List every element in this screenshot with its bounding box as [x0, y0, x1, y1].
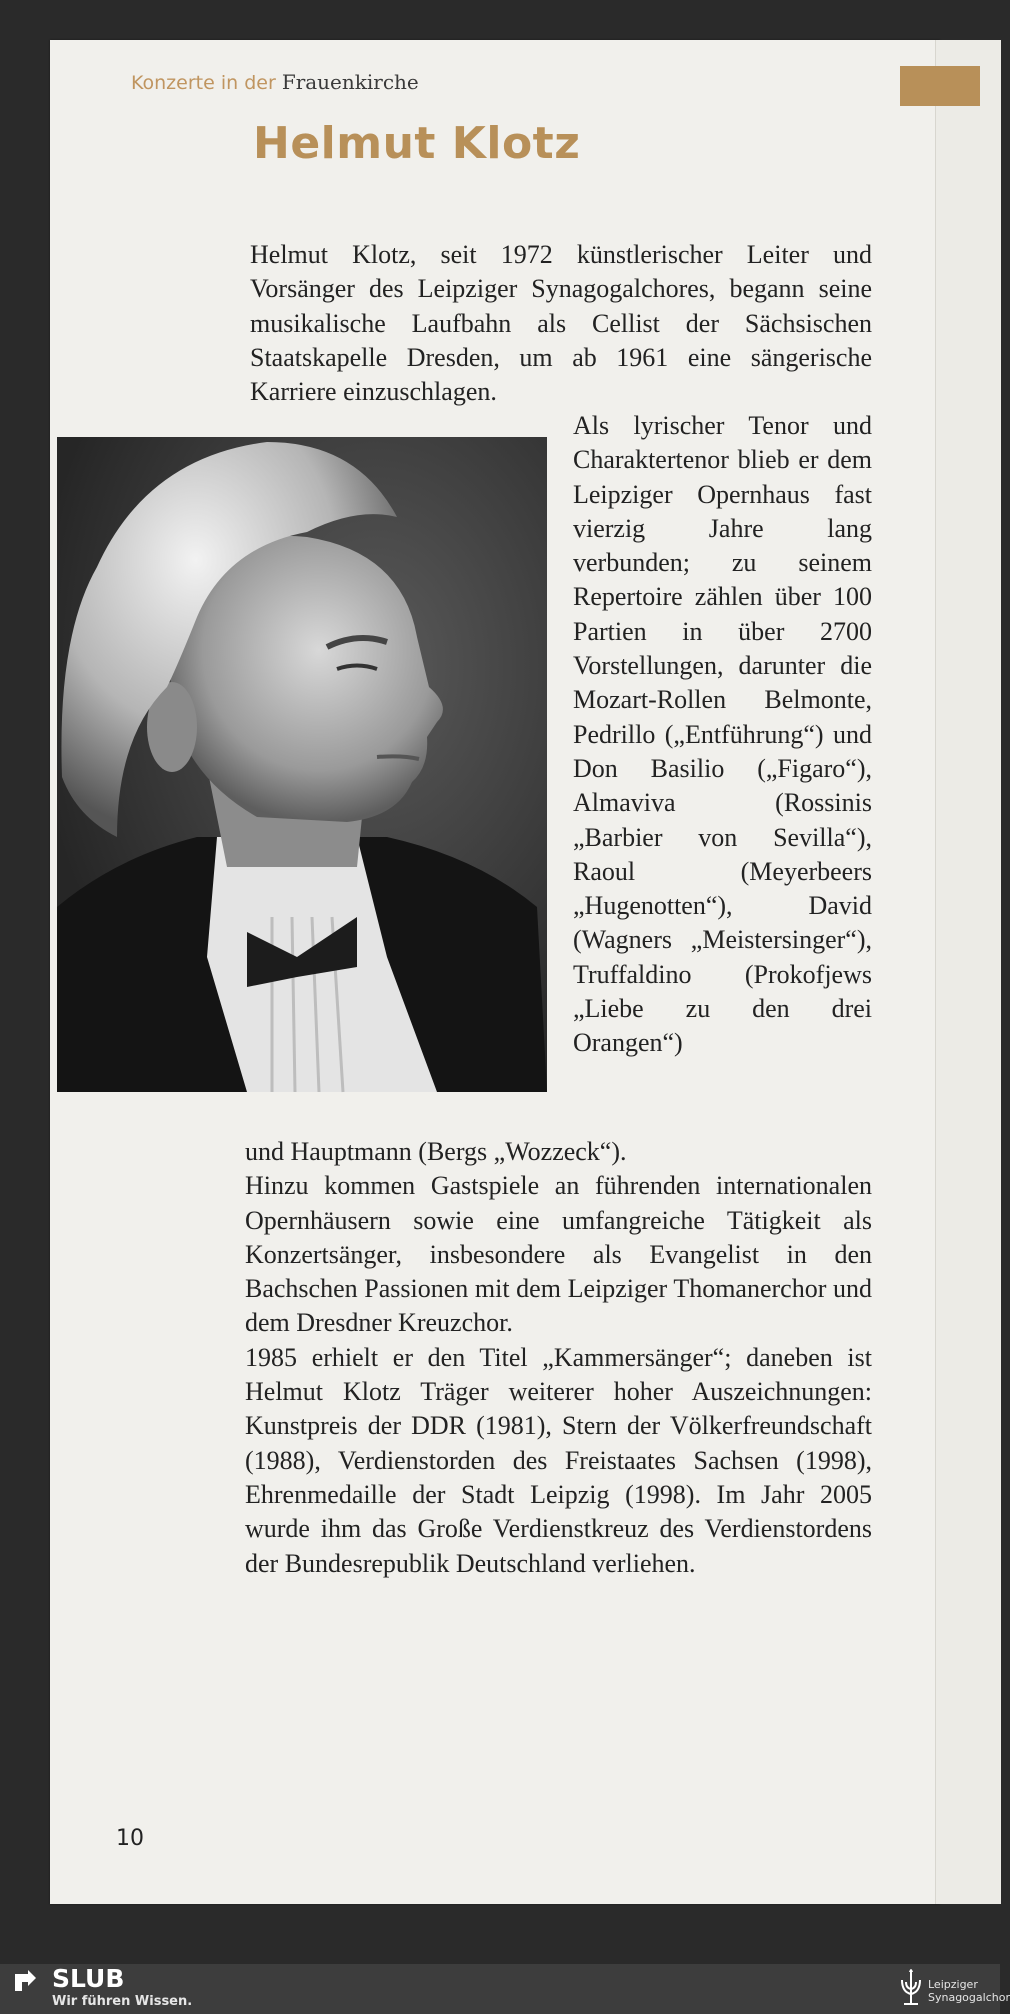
running-head-series: Konzerte in der	[131, 72, 276, 94]
second-paragraph: Hinzu kommen Gastspiele an führenden internationalen Opernhäusern sowie eine umfangreiche Tätigkeit als Konzertsänger, insbesondere als Evangelist in den Bachschen Passionen mit dem Leipziger Thomanerchor und dem Dresdner Kreuzchor.	[245, 1171, 872, 1338]
slub-tagline: Wir führen Wissen.	[52, 1994, 193, 2009]
page-number: 10	[116, 1826, 144, 1851]
page-title: Helmut Klotz	[253, 118, 581, 169]
portrait-icon	[57, 437, 547, 1092]
running-head	[131, 70, 419, 94]
continuation-line: und Hauptmann (Bergs „Wozzeck“).	[245, 1137, 627, 1166]
running-head-venue: Frauenkirche	[281, 70, 419, 94]
section-color-tab	[900, 66, 980, 106]
partner-line-2: Synagogalchor	[928, 1991, 1010, 2004]
menorah-icon	[896, 1966, 926, 2010]
partner-name	[928, 1978, 1010, 2004]
next-page-edge	[935, 40, 1001, 1904]
slub-logo-icon	[10, 1966, 40, 1996]
continued-text	[245, 1135, 872, 1581]
intro-paragraph: Helmut Klotz, seit 1972 künstlerischer Leiter und Vorsänger des Leipziger Synagogalchores, begann seine musikalische Laufbahn als Cellist der Sächsischen Staatskapelle Dresden, um ab 1961 eine sängerische Karriere einzuschlagen.	[250, 240, 872, 407]
partner-line-1: Leipziger	[928, 1978, 978, 1991]
portrait-photo	[57, 437, 547, 1092]
slub-brand: SLUB	[52, 1964, 125, 1993]
side-paragraph: Als lyrischer Tenor und Charaktertenor blieb er dem Leipziger Opernhaus fast vierzig Jahre lang verbunden; zu seinem Repertoire zählen über 100 Partien in über 2700 Vorstellungen, darunter die Mozart-Rollen Belmonte, Pedrillo („Entführung“) und Don Basilio („Figaro“), Almaviva (Rossinis „Barbier von Sevilla“), Raoul (Meyerbeers „Hugenotten“), David (Wagners „Meistersinger“), Truffaldino (Prokofjews „Liebe zu den drei Orangen“)	[573, 411, 872, 1058]
third-paragraph: 1985 erhielt er den Titel „Kammersänger“; daneben ist Helmut Klotz Träger weiterer hoher Auszeichnungen: Kunstpreis der DDR (1981), Stern der Völkerfreundschaft (1988), Verdienstorden des Freistaates Sachsen (1998), Ehrenmedaille der Stadt Leipzig (1998). Im Jahr 2005 wurde ihm das Große Verdienstkreuz des Verdienstordens der Bundesrepublik Deutschland verliehen.	[245, 1342, 872, 1578]
